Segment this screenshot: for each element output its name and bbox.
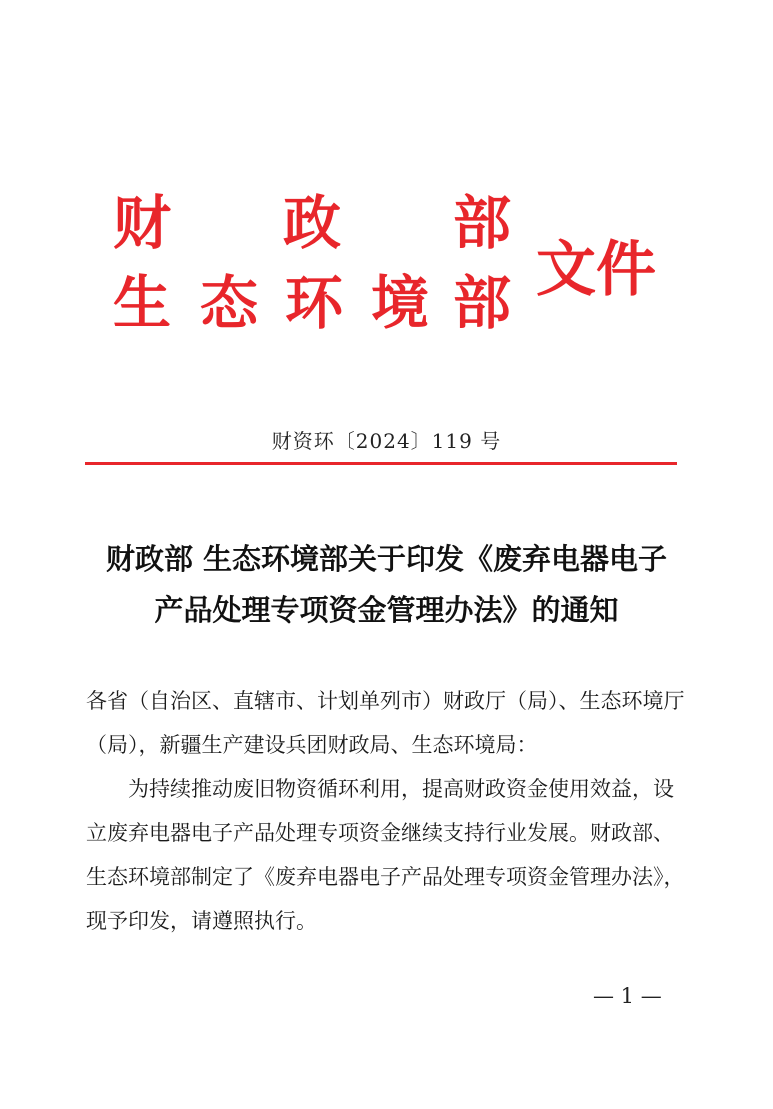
document-number: 财资环〔2024〕119 号 [271,429,502,453]
page-number: — 1 — [593,984,662,1008]
issuer-char: 态 [200,269,259,337]
issuer-char: 政 [283,189,342,257]
red-divider-line [85,462,677,465]
doc-type-label: 文件 [536,235,656,305]
document-title-line-1: 财政部 生态环境部关于印发《废弃电器电子 [105,542,668,576]
document-title-line-2: 产品处理专项资金管理办法》的通知 [154,593,619,627]
addressee-line-1: 各省（自治区、直辖市、计划单列市）财政厅（局）、生态环境厅 [86,689,685,713]
body-line-1: 为持续推动废旧物资循环利用，提高财政资金使用效益，设 [128,777,674,801]
red-header [0,0,773,340]
issuer-char: 财 [113,189,172,257]
issuer-char: 环 [285,269,344,337]
body-line-3: 生态环境部制定了《废弃电器电子产品处理专项资金管理办法》， [86,865,685,889]
addressee-line-2: （局），新疆生产建设兵团财政局、生态环境局： [86,733,538,757]
issuer-char: 部 [453,269,512,337]
issuer-char: 部 [453,189,512,257]
issuer-char: 境 [371,269,430,337]
body-line-2: 立废弃电器电子产品处理专项资金继续支持行业发展。财政部、 [86,821,674,845]
body-line-4: 现予印发，请遵照执行。 [86,909,317,933]
issuer-char: 生 [113,269,172,337]
